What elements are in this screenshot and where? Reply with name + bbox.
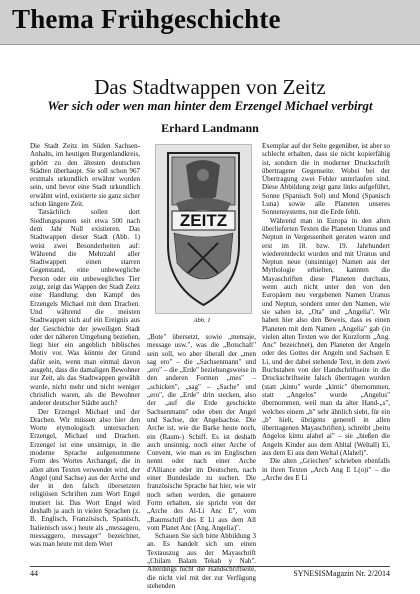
paragraph: „Bote" übersetzt, sowie „mensaje, message usw.", was die „Botschaft" sein soll, wo aber überall der „men sag ero" – die „Sachsenmann" und „ero" – die „Erde" beziehungsweise in den anderen Formen „mes" – „schicken", „sag" – „Sache" und „ero", die „Erde" drin stecken, also der „auf die Erde geschickte Sachsenmann" oder eben der Angel und Sachse, der Angelsachse. Die Arche ist, wie die Barke heute noch, ein (Raum-) Schiff. Es ist deshalb auch unsinnig, noch einer Arche of Convent, wie man es im Englischen nennt oder nach einer Arche d'Alliance oder im Deutschen, nach einer Bundeslade zu suchen. Die französische Sprache hat hier, wie wir noch sehen werden, die genauere Form erhalten, sie spricht von der „Arche des Al-Li Anc E", vom „Raumschiff des E Li aus dem All vom Planet Anc (Ang, Angelia)". xyxy=(147,333,256,532)
paragraph: Exemplar auf der Seite gegenüber, ist aber so schlecht erhalten, dass sie nicht kopierfähig ist, sondern die in moderner Druckschrift übertragene Gegenseite. Wobei bei der Übertragung zwei Fehler unterlaufen sind. Diese Abbildung zeigt ganz links aufgeführt, Sonne (Spanisch Sol) und Mond (Spanisch Luna) sowie alle Planeten unseres Sonnensystems, nur die Erde fehlt. xyxy=(262,142,390,217)
paragraph: Schauen Sie sich bitte Abbildung 3 an. Es handelt sich um einen Textauszug aus der Mayaschrift „Chilam Balam Tekah y Nah". Allerdings nicht die Handschriftseite, die nicht viel mit der zur Verfügung stehenden xyxy=(147,532,256,590)
text-column-1 xyxy=(30,142,140,560)
figure-caption: Abb. 1 xyxy=(193,317,211,324)
paragraph: Tatsächlich sollen dort Siedlungsspuren seit etwa 500 nach dem Jahr Null existieren. Das Stadtwappen dieser Stadt (Abb. 1) weist zwei Besonderheiten auf: Während die Mehrzahl aller Stadtwappen einen starren Gegenstand, eine unbewegliche Person oder ein unbewegliches Tier zeigt, zeigt das Wappen der Stadt Zeitz eine Handlung: den Kampf des Erzengels Michael mit dem Drachen. Und während die meisten Stadtwappen sich auf ein Ereignis aus der Geschichte der jeweiligen Stadt oder der näheren Umgebung beziehen, liegt hier ein angeblich biblisches Motiv vor. Was könnte der Grund dafür sein, wenn man einmal davon ausgeht, dass die damaligen Bewohner zur Zeit, als das Stadtwappen gewählt wurde, nicht mehr und nicht weniger christlich waren, als die Bewohner anderer deutscher Städte auch? xyxy=(30,208,140,408)
section-title: Thema Frühgeschichte xyxy=(12,4,281,34)
magazine-issue: SYNESISMagazin Nr. 2/2014 xyxy=(293,569,390,578)
paragraph: Während man in Europa in den alten überlieferten Texten die Planeten Uranus und Neptun in Vergessenheit geraten waren und erst im 18. bzw. 19. Jahrhundert wiederentdeckt wurden und mit Uranus und Neptun neue (unsinnige) Namen aus der Mythologie erhielten, kannten die Mayaschriften diese Planeten durchaus, wenn auch nicht unter den von den Europäern neu vergebenen Namen Uranus und Neptun, sondern unter den Namen, wie sie sahen ist, „Ota" und „Angelia". Wir haben hier also den Beweis, dass es einen Planeten mit dem Namen „Angelia" gab (in vielen alten Texten wie der Kurzform „Ang. Anc" bezeichnet), den Planeten der Angeln oder des Gottes der Angeln und Sachsen E Li, und der dabei stehende Text, in dem zwei Buchstaben von der Handschriftseite in die Druckschriftseite falsch übertragen wurden (statt „kintu" wurde „kintic" übernommen, statt „Angelos" wurde „Angelus" übernommen, weil man da alter Hand-„s", welches einem „h" sehr ähnlich sieht, für ein „b" hielt, übrigens generell in allen übertragenen Mayaschriften), schreibt „beitu Angelos kintu alahel ai" – sie „hießen die Angeln Kinder aus dem Ahltal (Weltall) Ei, aus dem Ei aus dem Weltal (Alahel)". xyxy=(262,216,390,457)
article-author: Erhard Landmann xyxy=(161,121,259,135)
page-number: 44 xyxy=(30,569,38,578)
coat-of-arms-image xyxy=(156,145,251,313)
article-title: Das Stadtwappen von Zeitz xyxy=(94,75,326,99)
paragraph: Die Stadt Zeitz im Süden Sachsen-Anhalts, im heutigen Burgenlandkreis, gehört zu den ältesten deutschen Städten überhaupt. Sie soll schon 967 erstmals urkundlich erwähnt worden sein, und bevor eine Stadt urkundlich erwähnt wird, existierte sie ganz sicher schon längere Zeit. xyxy=(30,142,140,209)
coat-of-arms-figure xyxy=(155,144,252,314)
footer-divider xyxy=(30,566,390,567)
article-subtitle: Wer sich oder wen man hinter dem Erzengel Michael verbirgt xyxy=(47,99,373,113)
coat-of-arms-word: ZEITZ xyxy=(179,211,228,230)
paragraph: Die alten „Griechen" schrieben ebenfalls in ihren Texten „Arch Ang E L(o)i" – die „Arche des E Li xyxy=(262,457,390,482)
section-header xyxy=(0,0,420,45)
text-column-2 xyxy=(147,333,256,590)
paragraph: Der Erzengel Michael und der Drachen. Wir müssen also hier den Worte etymologisch untersuchen: Erzengel, Michael und Drachen. Erzengel ist eine unsinnige, in die moderne Sprache aufgenommene Form des Wortes Archangel, die in allen alten Texten verwendet wird, der Angel (und Sachse) aus der Arche und der in den falsch übersetzten religiösen Schriften zum Wort Engel mutiert ist. Das Wort Engel wird deshalb ja auch in vielen Sprachen (z. B. Englisch, Französisch, Spanisch, Italienisch usw.) heute als „messagero, messaggero, messager" bezeichnet, was man heute mit dem Wort xyxy=(30,407,140,549)
text-column-3 xyxy=(262,142,390,560)
